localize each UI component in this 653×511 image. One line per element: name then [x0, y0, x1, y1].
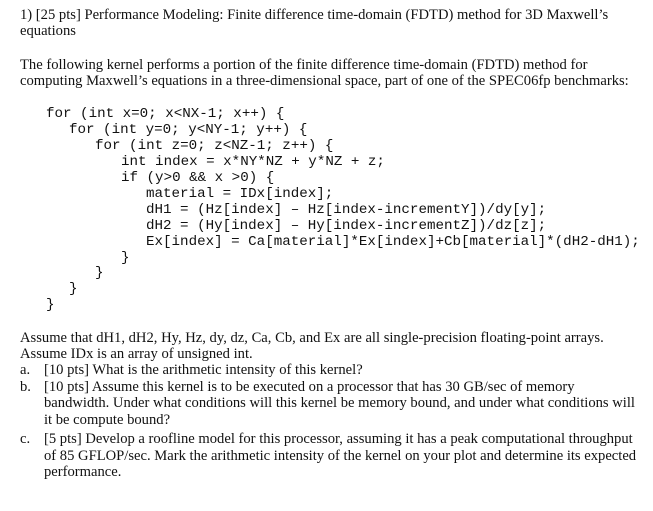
code-line: dH2 = (Hy[index] – Hy[index-incrementZ])/dz[z];	[146, 218, 547, 234]
question-b-text-continued: it be compute bound?	[44, 412, 171, 428]
code-line: for (int z=0; z<NZ-1; z++) {	[95, 138, 334, 154]
problem-title: 1) [25 pts] Performance Modeling: Finite difference time-domain (FDTD) method for 3D Maxwell’s	[20, 7, 609, 23]
code-line: }	[46, 297, 55, 313]
code-line: Ex[index] = Ca[material]*Ex[index]+Cb[material]*(dH2-dH1);	[146, 234, 640, 250]
question-c-text-continued: performance.	[44, 464, 122, 480]
question-b-text: [10 pts] Assume this kernel is to be executed on a processor that has 30 GB/sec of memory	[44, 379, 575, 395]
intro-paragraph: The following kernel performs a portion of the finite difference time-domain (FDTD) method for	[20, 57, 588, 73]
question-c-label: c.	[20, 431, 31, 447]
intro-paragraph-continued: computing Maxwell’s equations in a three-dimensional space, part of one of the SPEC06fp benchmarks:	[20, 73, 629, 89]
code-line: int index = x*NY*NZ + y*NZ + z;	[121, 154, 385, 170]
code-line: }	[95, 265, 104, 281]
assumption-idx: Assume IDx is an array of unsigned int.	[20, 346, 253, 362]
code-line: material = IDx[index];	[146, 186, 334, 202]
assumption-arrays: Assume that dH1, dH2, Hy, Hz, dy, dz, Ca, Cb, and Ex are all single-precision floating-point arrays.	[20, 330, 604, 346]
code-line: if (y>0 && x >0) {	[121, 170, 275, 186]
question-c-text-continued: of 85 GFLOP/sec. Mark the arithmetic intensity of the kernel on your plot and determine its expected	[44, 448, 637, 464]
code-line: for (int y=0; y<NY-1; y++) {	[69, 122, 308, 138]
question-c-text: [5 pts] Develop a roofline model for this processor, assuming it has a peak computational throughput	[44, 431, 633, 447]
question-b-label: b.	[20, 379, 31, 395]
question-b-text-continued: bandwidth. Under what conditions will this kernel be memory bound, and under what conditions will	[44, 395, 635, 411]
code-line: }	[69, 281, 78, 297]
question-a-label: a.	[20, 362, 31, 378]
question-a-text: [10 pts] What is the arithmetic intensity of this kernel?	[44, 362, 363, 378]
problem-title-continued: equations	[20, 23, 76, 39]
code-line: for (int x=0; x<NX-1; x++) {	[46, 106, 285, 122]
code-line: }	[121, 250, 130, 266]
code-line: dH1 = (Hz[index] – Hz[index-incrementY])/dy[y];	[146, 202, 547, 218]
